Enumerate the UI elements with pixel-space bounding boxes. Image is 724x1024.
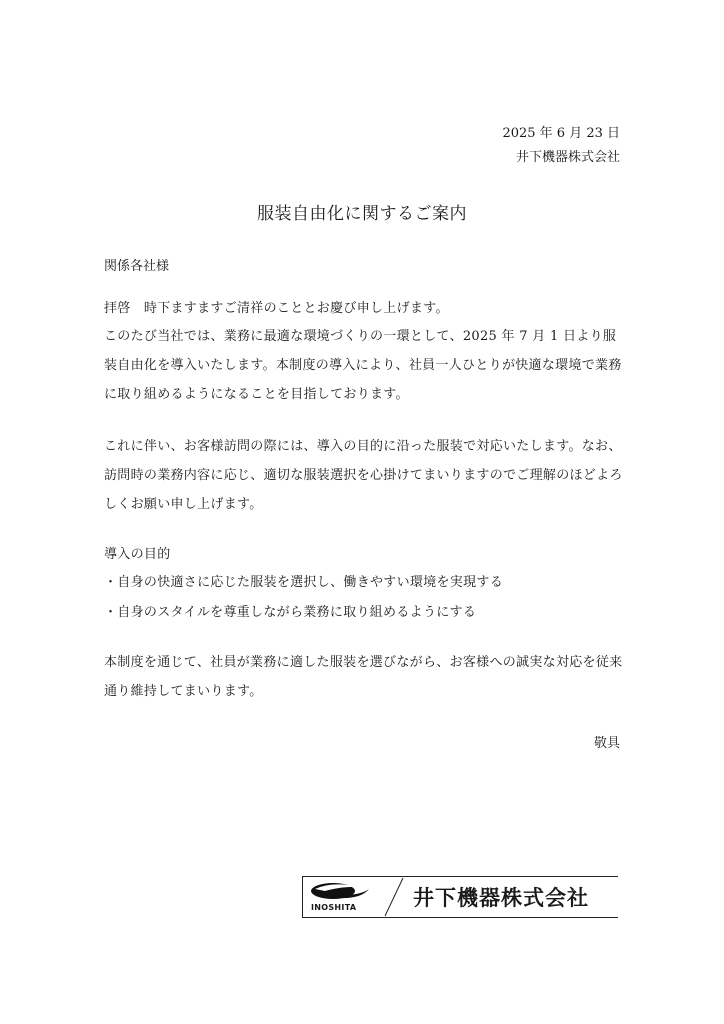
logo-company-name: 井下機器株式会社 (413, 886, 589, 910)
letter-header (502, 122, 620, 170)
greeting-paragraph: 拝啓 時下ますますご清祥のこととお慶び申し上げます。 (104, 301, 449, 316)
company-logo (302, 876, 618, 918)
closing-salutation: 敬具 (593, 736, 620, 751)
purpose-heading: 導入の目的 (104, 547, 171, 562)
announcement-paragraph: このたび当社では、業務に最適な環境づくりの一環として、2025 年 7 月 1 日より服装自由化を導入いたします。本制度の導入により、社員一人ひとりが快適な環境で業務に取り組めるようになることを目指しております。 (104, 329, 622, 402)
letter-date: 2025 年 6 月 23 日 (502, 126, 620, 141)
sender-name: 井下機器株式会社 (515, 150, 620, 165)
slash-divider-icon (381, 877, 407, 917)
document-title: 服装自由化に関するご案内 (257, 204, 467, 224)
conclusion-paragraph: 本制度を通じて、社員が業務に適した服装を選びながら、お客様への誠実な対応を従来通り維持してまいります。 (104, 655, 623, 699)
purpose-item: ・自身のスタイルを尊重しながら業務に取り組めるようにする (104, 605, 477, 620)
inoshita-logo-mark (302, 877, 381, 917)
purpose-item: ・自身の快適さに応じた服装を選択し、働きやすい環境を実現する (104, 575, 504, 590)
purpose-list (104, 568, 624, 628)
logo-brand-text: INOSHITA (311, 903, 357, 912)
visit-policy-paragraph: これに伴い、お客様訪問の際には、導入の目的に沿った服装で対応いたします。なお、訪問時の業務内容に応じ、適切な服装選択を心掛けてまいりますのでご理解のほどよろしくお願い申し上げます。 (104, 439, 623, 512)
recipient: 関係各社様 (104, 259, 170, 274)
